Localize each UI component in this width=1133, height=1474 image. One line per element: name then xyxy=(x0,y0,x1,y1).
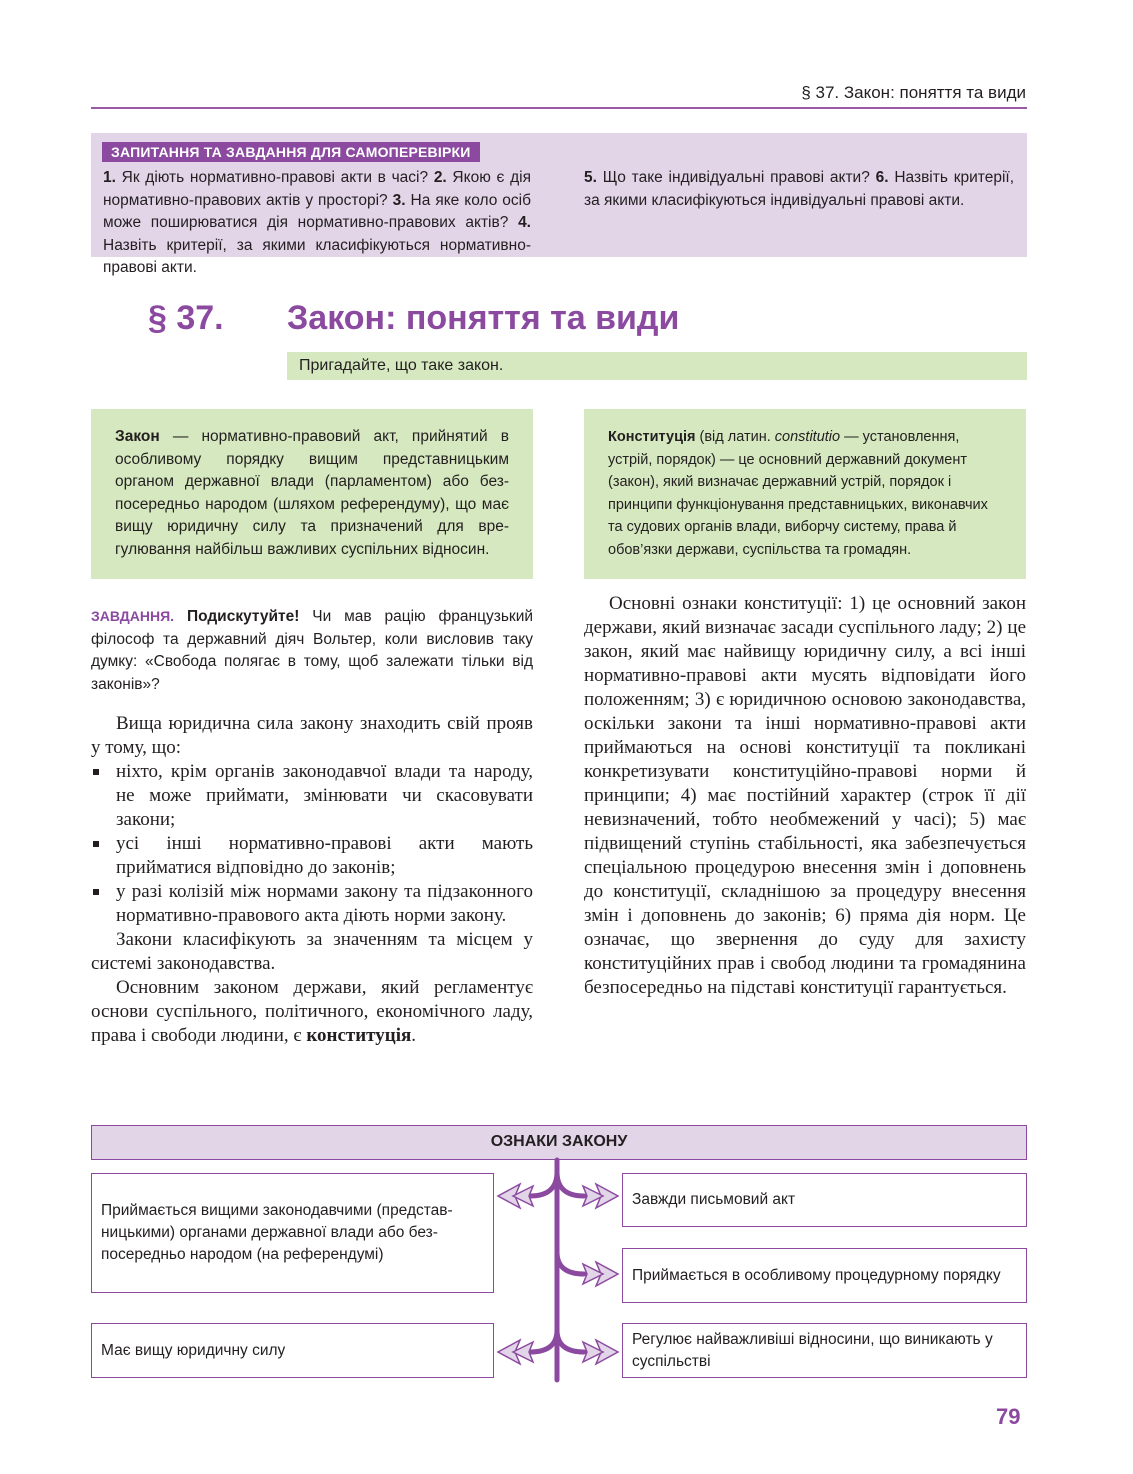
latin-term: constitutio xyxy=(774,429,841,445)
recall-prompt: Пригадайте, що таке закон. xyxy=(287,352,1027,380)
task-label: ЗАВДАННЯ. xyxy=(91,608,175,624)
diagram-box-text: Має вищу юридичну силу xyxy=(101,1341,286,1359)
diagram-box-left-1 xyxy=(91,1173,494,1293)
diagram-box-text: Регулює найважливіші відносини, що виникають у суспільстві xyxy=(632,1330,993,1370)
diagram-box-right-2 xyxy=(622,1248,1027,1303)
page-number: 79 xyxy=(996,1404,1021,1429)
question-text: На яке коло осіб може поширюватися дія нормативно-правових актів? xyxy=(103,191,531,231)
question-text: Назвіть критерії, за якими класифікуються нормативно-правові акти. xyxy=(103,236,531,276)
question-text: Що таке індивідуальні правові акти? xyxy=(596,169,876,186)
question-number: 6. xyxy=(875,169,889,186)
bold-term: конституція xyxy=(306,1025,412,1046)
list-item: у разі колізій між нормами закону та підзаконного нормативно-правового акта діють норми закону. xyxy=(91,880,533,928)
question-number: 3. xyxy=(392,191,406,209)
constitution-definition-text: (від латин. xyxy=(695,429,775,445)
list-item: ніхто, крім органів законодавчої влади та народу, не може приймати, змінювати чи скасовувати закони; xyxy=(91,760,533,832)
paragraph: Закони класифікують за значенням та місцем у системі законодавства. xyxy=(91,929,533,974)
right-column-text: Основні ознаки конституції: 1) це основний закон держави, який визначає засади суспільного ладу; 2) це закон, який має найвищу юридичну силу, а всі інші нормативно-правові акти мусять відповідати його положенням; 3) є юридичною основою законодавства, оскільки закони та інші нормативно-правові акти приймаються на основі конституції та покликані конкретизувати конституційно-правові норми й принципи; 4) має постійний характер (строк її дії невизначений, тобто необмежений у часі); 5) має підвищений ступінь стабільності, яка забезпечується спеціальною процедурою внесення змін і доповнень до конституції, складнішою за процедуру внесення змін і доповнень до законів; 6) пряма дія норм. Це означає, що звернення до суду для захисту конституційних прав і свобод людини та громадянина безпосередньо на підставі конституції гарантується. xyxy=(584,593,1026,998)
task-text: Чи мав рацію французький філософ та державний діяч Вольтер, коли висловив таку думку: «Свобода полягає в тому, щоб залежати тільки від законів»? xyxy=(91,608,534,693)
list-item: усі інші нормативно-правові акти мають прийматися відповідно до законів; xyxy=(91,832,533,880)
diagram-box-text: Приймається вищими законодавчими (представницькими) органами державної влади або безпосередньо народом (на референдумі) xyxy=(101,1202,453,1263)
section-title: Закон: поняття та види xyxy=(287,299,680,337)
diagram-box-right-3 xyxy=(622,1323,1027,1378)
law-term: Закон xyxy=(115,428,160,445)
section-number: § 37. xyxy=(148,299,224,337)
paragraph-end: . xyxy=(411,1025,417,1046)
paragraph: Вища юридична сила закону знаходить свій прояв у тому, що: xyxy=(91,713,533,758)
question-text: Назвіть критерії, за якими класифікуються індивідуальні правові акти. xyxy=(584,169,1014,209)
question-number: 4. xyxy=(518,214,531,231)
diagram-box-text: Завжди письмовий акт xyxy=(632,1191,796,1208)
diagram-box-right-1 xyxy=(622,1173,1027,1227)
diagram-title: ОЗНАКИ ЗАКОНУ xyxy=(91,1125,1027,1160)
task-bold: Подискутуйте! xyxy=(174,608,300,625)
question-text: Як діють нормативно-правові акти в часі? xyxy=(115,169,434,186)
constitution-term: Конституція xyxy=(608,429,696,445)
question-text: Якою є дія нормативно-правових актів у просторі? xyxy=(103,169,531,209)
constitution-definition-text: — установлення, устрій, порядок) — це основний державний документ (закон), який визначає державний устрій, порядок і принципи функціонування представницьких, виконавчих та судових органів влади, виборчу систему, права й обов’язки держави, суспільства та громадян. xyxy=(608,429,988,558)
diagram-box-text: Приймається в особливому процедурному порядку xyxy=(632,1266,1001,1284)
selfcheck-title: ЗАПИТАННЯ ТА ЗАВДАННЯ ДЛЯ САМОПЕРЕВІРКИ xyxy=(102,142,480,162)
diagram-box-left-2 xyxy=(91,1323,494,1378)
paragraph-text: Основним законом держави, який регламентує основи суспільного, політичного, економічного ладу, права і свободи людини, є xyxy=(91,977,533,1046)
running-head: § 37. Закон: поняття та види xyxy=(801,83,1026,102)
question-number: 5. xyxy=(584,169,597,186)
law-definition-text: — нормативно-правовий акт, прийнятий в особливому порядку вищим представницьким органом державної влади (парламентом) або безпосередньо народом (шляхом референдуму), що має вищу юридичну силу та призначений для врегулювання найбільш важливих суспільних відносин. xyxy=(115,428,509,558)
question-number: 1. xyxy=(103,169,116,186)
question-number: 2. xyxy=(433,169,447,186)
